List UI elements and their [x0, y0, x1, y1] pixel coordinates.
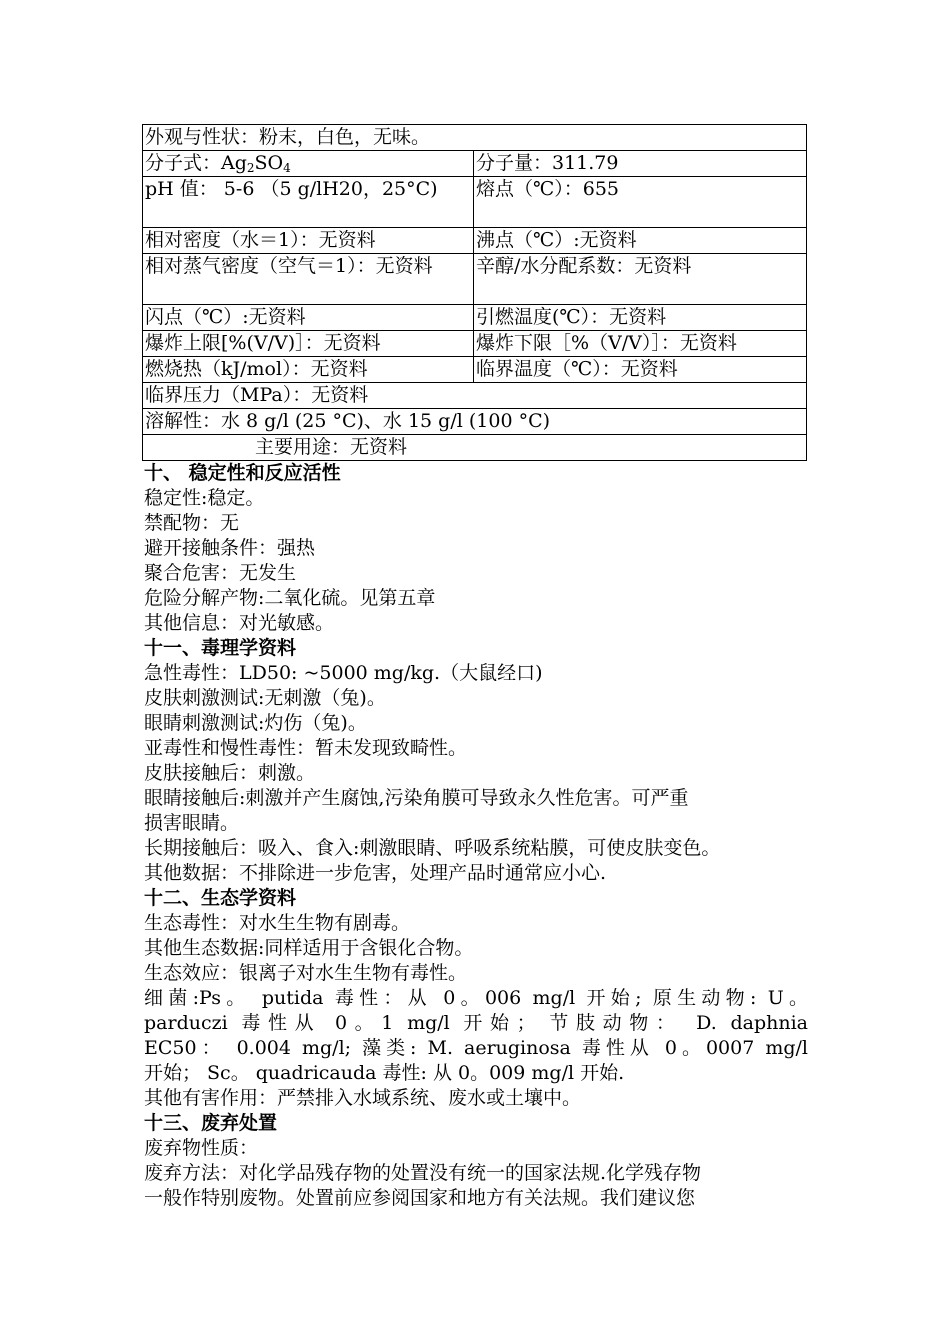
- table-row: [143, 254, 807, 305]
- formula-label: 分子式：Ag: [145, 152, 247, 174]
- critical-temperature-cell: 临界温度（℃）：无资料: [474, 357, 807, 383]
- lower-explosive-limit-cell: 爆炸下限［%（V/V）］：无资料: [474, 331, 807, 357]
- partition-coefficient-cell: 辛醇/水分配系数：无资料: [474, 254, 807, 305]
- appearance-cell: 外观与性状：粉末，白色，无味。: [143, 125, 807, 151]
- list-item: 聚合危害：无发生: [144, 562, 297, 584]
- table-row: [143, 331, 807, 357]
- bacteria-toxicity-line: EC50： 0.004 mg/l; 藻类: M. aeruginosa 毒性从 0。0007 mg/l: [144, 1037, 808, 1059]
- list-item: 其他信息：对光敏感。: [144, 612, 335, 634]
- table-row: [143, 151, 807, 177]
- molecular-weight-cell: 分子量：311.79: [474, 151, 807, 177]
- list-item: 生态毒性：对水生生物有剧毒。: [144, 912, 411, 934]
- table-row: [143, 305, 807, 331]
- other-data-line: 其他数据：不排除进一步危害，处理产品时通常应小心.: [144, 862, 607, 884]
- disposal-method-line: 废弃方法：对化学品残存物的处置没有统一的国家法规.化学残存物: [144, 1162, 702, 1184]
- eye-contact-line-continued: 损害眼睛。: [144, 812, 240, 834]
- flash-point-cell: 闪点（℃）:无资料: [143, 305, 474, 331]
- formula-mid: SO: [254, 152, 284, 174]
- list-item: 危险分解产物:二氧化硫。见第五章: [144, 587, 436, 609]
- physical-properties-table: [142, 124, 807, 461]
- vapor-density-cell: 相对蒸气密度（空气＝1）：无资料: [143, 254, 474, 305]
- list-item: 亚毒性和慢性毒性：暂未发现致畸性。: [144, 737, 468, 759]
- section-heading-toxicology: 十一、毒理学资料: [144, 637, 297, 659]
- ph-cell: pH 值： 5-6 （5 g/lH20，25°C): [143, 177, 474, 228]
- melting-point-cell: 熔点（℃）：655: [474, 177, 807, 228]
- table-row: [143, 383, 807, 409]
- waste-nature-line: 废弃物性质：: [144, 1137, 259, 1159]
- bacteria-toxicity-line: 开始； Sc。 quadricauda 毒性: 从 0。009 mg/l 开始.: [144, 1062, 625, 1084]
- eye-contact-line: 眼睛接触后:刺激并产生腐蚀,污染角膜可导致永久性危害。可严重: [144, 787, 689, 809]
- solubility-cell: 溶解性：水 8 g/l (25 °C)、水 15 g/l (100 °C): [143, 409, 807, 435]
- formula-subscript: 4: [283, 161, 291, 175]
- table-row: [143, 435, 807, 461]
- bacteria-toxicity-line: 细菌:Ps。 putida 毒性：从 0。006 mg/l 开始; 原生动物: U。: [144, 987, 808, 1009]
- table-row: [143, 228, 807, 254]
- table-row: [143, 177, 807, 228]
- list-item: 皮肤刺激测试:无刺激（兔)。: [144, 687, 386, 709]
- ignition-temperature-cell: 引燃温度(℃）：无资料: [474, 305, 807, 331]
- list-item: 皮肤接触后：刺激。: [144, 762, 316, 784]
- list-item: 眼睛刺激测试:灼伤（兔)。: [144, 712, 367, 734]
- table-row: [143, 409, 807, 435]
- bacteria-toxicity-line: parduczi 毒性从 0。1 mg/l 开始； 节肢动物： D. daphnia: [144, 1012, 808, 1034]
- list-item: 稳定性:稳定。: [144, 487, 265, 509]
- other-harm-line: 其他有害作用：严禁排入水域系统、废水或土壤中。: [144, 1087, 582, 1109]
- list-item: 其他生态数据:同样适用于含银化合物。: [144, 937, 474, 959]
- list-item: 避开接触条件：强热: [144, 537, 316, 559]
- main-use-cell: 主要用途：无资料: [143, 435, 807, 461]
- boiling-point-cell: 沸点（℃）:无资料: [474, 228, 807, 254]
- list-item: 禁配物：无: [144, 512, 240, 534]
- formula-subscript: 2: [246, 161, 255, 175]
- table-row: [143, 357, 807, 383]
- relative-density-cell: 相对密度（水＝1）：无资料: [143, 228, 474, 254]
- section-heading-ecology: 十二、生态学资料: [144, 887, 297, 909]
- table-row: [143, 125, 807, 151]
- document-body: [144, 461, 816, 1211]
- molecular-formula-cell: [143, 151, 474, 177]
- list-item: 生态效应：银离子对水生生物有毒性。: [144, 962, 468, 984]
- list-item: 急性毒性：LD50: ~5000 mg/kg.（大鼠经口): [144, 662, 543, 684]
- combustion-heat-cell: 燃烧热（kJ/mol）：无资料: [143, 357, 474, 383]
- section-heading-disposal: 十三、废弃处置: [144, 1112, 278, 1134]
- section-heading-stability: 十、 稳定性和反应活性: [144, 462, 341, 484]
- long-term-contact-line: 长期接触后：吸入、食入:刺激眼睛、呼吸系统粘膜，可使皮肤变色。: [144, 837, 721, 859]
- disposal-method-line-continued: 一般作特别废物。处置前应参阅国家和地方有关法规。我们建议您: [144, 1187, 696, 1209]
- critical-pressure-cell: 临界压力（MPa）：无资料: [143, 383, 807, 409]
- upper-explosive-limit-cell: 爆炸上限[%(V/V)］：无资料: [143, 331, 474, 357]
